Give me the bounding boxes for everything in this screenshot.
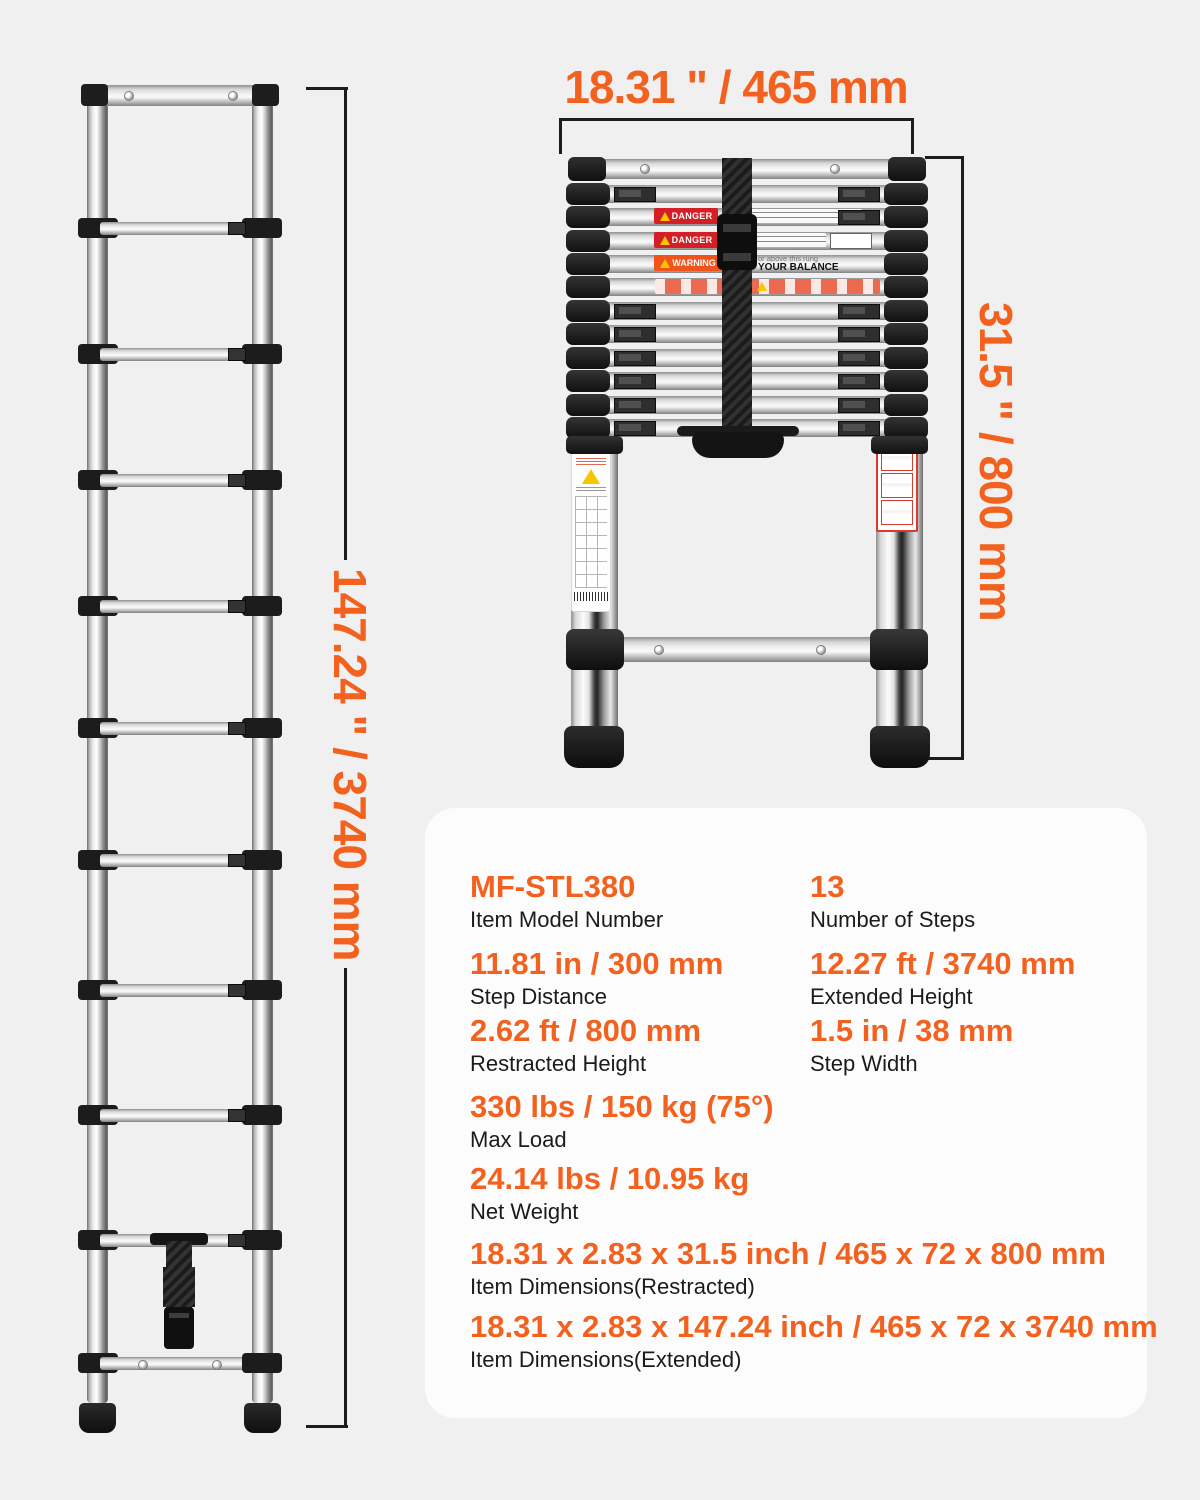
ladder-leg-right — [876, 442, 923, 734]
spec-max-load — [470, 1090, 800, 1153]
rung-end-cap — [884, 276, 928, 298]
spec-label: Extended Height — [810, 984, 973, 1009]
vevor-instruction-label — [571, 442, 611, 612]
rung-clamp — [242, 344, 282, 364]
ladder-top-end-cap — [252, 84, 279, 106]
screw-icon — [138, 1360, 148, 1370]
balance-text: YOUR BALANCE — [758, 262, 839, 273]
rung-end-cap — [566, 300, 610, 322]
extended-height-dimension: 147.24 " / 3740 mm — [324, 568, 376, 961]
rung-end-cap — [566, 276, 610, 298]
warning-label: WARNING — [654, 255, 722, 271]
rung-latch — [838, 187, 880, 202]
dimension-tick — [911, 118, 914, 154]
rung-latch — [838, 210, 880, 225]
ladder-rung — [80, 850, 280, 872]
spec-dimensions-extended — [470, 1309, 1158, 1373]
rung-end-cap — [566, 253, 610, 275]
stack-end-cap — [568, 157, 606, 181]
spec-model — [470, 870, 800, 933]
stabilizer-clamp — [566, 629, 624, 670]
rung-end-cap — [884, 300, 928, 322]
rung-latch — [614, 398, 656, 413]
dimension-line — [559, 118, 914, 121]
spec-label: Step Distance — [470, 984, 607, 1009]
spec-label: Max Load — [470, 1127, 567, 1152]
rung-clamp — [242, 470, 282, 490]
rung-latch — [228, 1234, 246, 1247]
rung-end-cap — [884, 370, 928, 392]
retracted-height-dimension: 31.5 " / 800 mm — [970, 302, 1022, 621]
rung-clamp — [242, 980, 282, 1000]
spec-label: Item Dimensions(Extended) — [470, 1347, 742, 1372]
strap-buckle — [164, 1307, 194, 1349]
rung-end-cap — [566, 323, 610, 345]
spec-value: MF-STL380 — [470, 869, 636, 904]
spec-value: 2.62 ft / 800 mm — [470, 1013, 701, 1048]
rubber-foot — [79, 1403, 116, 1433]
rung-latch — [228, 722, 246, 735]
serial-barcode — [574, 592, 608, 601]
spec-value: 24.14 lbs / 10.95 kg — [470, 1161, 750, 1196]
rung-clamp — [242, 1105, 282, 1125]
dimension-tick — [306, 87, 348, 90]
stabilizer-bar — [618, 637, 878, 662]
rung-latch — [838, 421, 880, 436]
rung-latch — [614, 187, 656, 202]
rung-end-cap — [566, 230, 610, 252]
rung-end-cap — [884, 323, 928, 345]
spec-value: 18.31 x 2.83 x 31.5 inch / 465 x 72 x 800 mm — [470, 1236, 1106, 1271]
rung-clamp — [242, 596, 282, 616]
collapsed-ladder-illustration — [566, 158, 928, 770]
label-text-lines — [576, 487, 606, 493]
ladder-rung — [80, 344, 280, 366]
screw-icon — [124, 91, 134, 101]
rung-latch — [838, 304, 880, 319]
spec-steps — [810, 870, 1140, 933]
rung-end-cap — [566, 370, 610, 392]
spec-value: 1.5 in / 38 mm — [810, 1013, 1014, 1048]
ladder-bottom-stabilizer — [80, 1353, 280, 1375]
spec-dimensions-retracted — [470, 1237, 1120, 1300]
screw-icon — [830, 164, 840, 174]
securing-strap — [722, 158, 752, 442]
spec-label: Item Model Number — [470, 907, 664, 932]
rung-latch — [614, 421, 656, 436]
warning-triangle-icon — [660, 236, 670, 245]
spec-label: Step Width — [810, 1051, 918, 1076]
warning-triangle-icon — [757, 282, 767, 291]
rung-clamp — [242, 1353, 282, 1373]
rung-clamp — [242, 718, 282, 738]
rung-latch — [614, 327, 656, 342]
rung-end-cap — [884, 394, 928, 416]
rung-clamp — [242, 1230, 282, 1250]
rung-latch — [614, 351, 656, 366]
rung-latch — [228, 348, 246, 361]
rung-end-cap — [566, 394, 610, 416]
spec-extended-height — [810, 947, 1140, 1010]
safety-pictogram-grid — [575, 496, 607, 588]
warning-triangle-icon — [582, 469, 600, 484]
spec-retracted-height — [470, 1014, 800, 1077]
leg-collar — [871, 436, 928, 454]
warning-triangle-icon — [660, 212, 670, 221]
spec-label: Number of Steps — [810, 907, 976, 932]
ladder-rung — [80, 718, 280, 740]
rung-end-cap — [884, 230, 928, 252]
safety-diagram — [830, 233, 872, 249]
ladder-leg-left — [571, 442, 618, 734]
rung-end-cap — [884, 183, 928, 205]
spec-value: 11.81 in / 300 mm — [470, 946, 724, 981]
rung-latch — [228, 984, 246, 997]
ladder-rung — [80, 1105, 280, 1127]
warning-small-text: or above this rung — [758, 254, 819, 263]
leg-collar — [566, 436, 623, 454]
ladder-rung — [80, 596, 280, 618]
ladder-rung — [80, 218, 280, 240]
rung-latch — [228, 600, 246, 613]
spec-value: 13 — [810, 869, 845, 904]
spec-value: 12.27 ft / 3740 mm — [810, 946, 1076, 981]
rung-end-cap — [884, 347, 928, 369]
rung-clamp — [242, 218, 282, 238]
ladder-rung — [80, 980, 280, 1002]
screw-icon — [212, 1360, 222, 1370]
rung-end-cap — [566, 183, 610, 205]
dimension-line — [344, 88, 347, 560]
spec-label: Net Weight — [470, 1199, 579, 1224]
dimension-line — [961, 158, 964, 760]
ladder-rung — [80, 470, 280, 492]
rung-latch — [838, 351, 880, 366]
safety-pictogram-strip — [655, 279, 880, 294]
rubber-foot — [244, 1403, 281, 1433]
spec-net-weight — [470, 1162, 800, 1225]
screw-icon — [654, 645, 664, 655]
rung-bar — [100, 1357, 260, 1370]
rung-latch — [838, 327, 880, 342]
rung-end-cap — [566, 347, 610, 369]
rung-end-cap — [566, 206, 610, 228]
usage-diagram — [881, 473, 913, 498]
screw-icon — [640, 164, 650, 174]
spec-step-width — [810, 1014, 1140, 1077]
ladder-top-cap-bar — [88, 85, 272, 106]
spec-step-distance — [470, 947, 800, 1010]
spec-label: Item Dimensions(Restracted) — [470, 1274, 755, 1299]
spec-panel — [425, 808, 1158, 1418]
spec-value: 18.31 x 2.83 x 147.24 inch / 465 x 72 x 3740 mm — [470, 1309, 1158, 1344]
dimension-line — [344, 968, 347, 1427]
ladder-top-end-cap — [81, 84, 108, 106]
rubber-foot — [564, 726, 624, 768]
dimension-tick — [306, 1425, 348, 1428]
rung-latch — [614, 374, 656, 389]
usage-warning-label — [876, 442, 918, 532]
ladder-rail-right — [252, 97, 273, 1403]
danger-label: DANGER — [654, 208, 718, 224]
stabilizer-clamp — [870, 629, 928, 670]
warning-triangle-icon — [660, 259, 670, 268]
carry-handle-grip — [692, 432, 784, 458]
strap-ridges — [163, 1267, 195, 1307]
rubber-foot — [870, 726, 930, 768]
rung-latch — [838, 398, 880, 413]
extended-ladder-illustration — [80, 85, 280, 1435]
rung-latch — [228, 222, 246, 235]
rung-latch — [614, 304, 656, 319]
danger-label: DANGER — [654, 232, 718, 248]
spec-value: 330 lbs / 150 kg (75°) — [470, 1089, 774, 1124]
dimension-tick — [925, 156, 964, 159]
stack-end-cap — [888, 157, 926, 181]
usage-diagram — [881, 500, 913, 525]
rung-latch — [228, 474, 246, 487]
ladder-rail-left — [87, 97, 108, 1403]
screw-icon — [816, 645, 826, 655]
dimension-tick — [559, 118, 562, 154]
rung-end-cap — [884, 206, 928, 228]
spec-label: Restracted Height — [470, 1051, 647, 1076]
rung-latch — [228, 854, 246, 867]
rung-clamp — [242, 850, 282, 870]
rung-latch — [838, 374, 880, 389]
strap-buckle — [717, 214, 757, 270]
label-text-lines — [576, 458, 606, 466]
screw-icon — [228, 91, 238, 101]
retracted-width-dimension: 18.31 " / 465 mm — [564, 61, 908, 113]
rung-latch — [228, 1109, 246, 1122]
rung-end-cap — [884, 253, 928, 275]
